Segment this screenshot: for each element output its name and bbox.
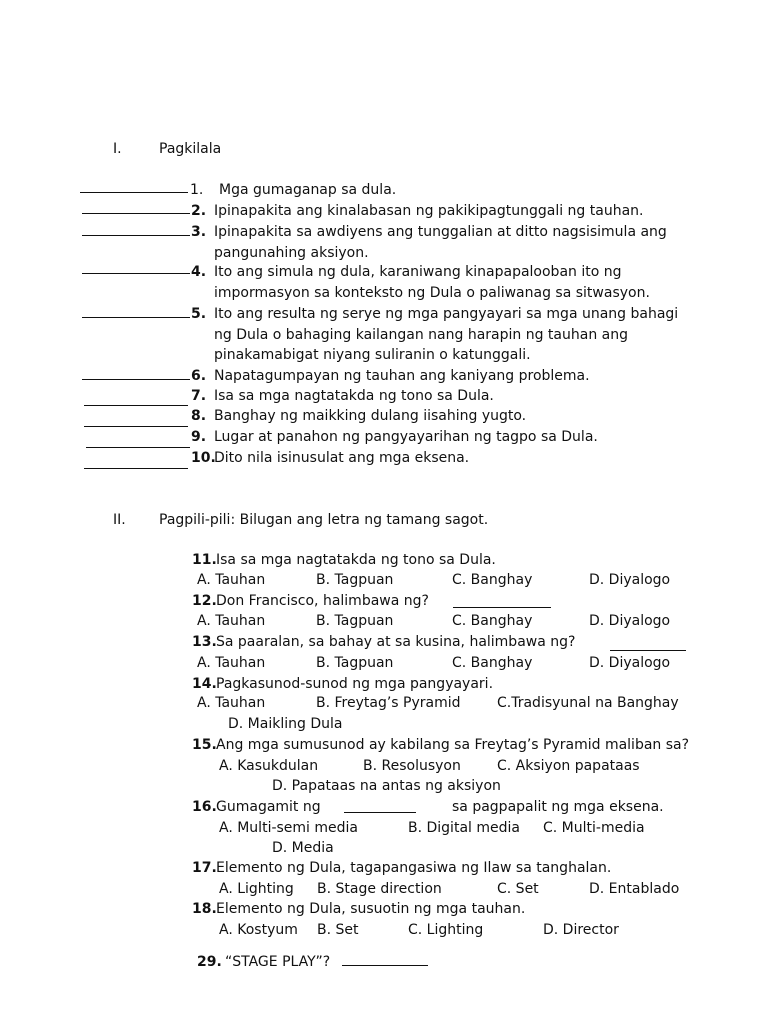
item-number: 17. — [192, 860, 217, 876]
item-number: 9. — [191, 429, 207, 445]
answer-blank-8[interactable] — [84, 426, 188, 427]
answer-blank-3[interactable] — [82, 235, 190, 236]
question-text: Gumagamit ng — [216, 799, 321, 815]
answer-blank-7[interactable] — [84, 405, 188, 406]
choice-b[interactable]: B. Freytag’s Pyramid — [316, 695, 461, 711]
question-text: Don Francisco, halimbawa ng? — [216, 593, 429, 609]
item-text: Napatagumpayan ng tauhan ang kaniyang problema. — [214, 368, 590, 384]
choice-c[interactable]: C. Banghay — [452, 655, 533, 671]
choice-a[interactable]: A. Tauhan — [197, 613, 266, 629]
answer-blank-16[interactable] — [344, 812, 416, 813]
choice-a[interactable]: A. Kasukdulan — [219, 758, 319, 774]
item-text: Ipinapakita ang kinalabasan ng pakikipagtunggali ng tauhan. — [214, 203, 644, 219]
item-text: Ipinapakita sa awdiyens ang tunggalian at ditto nagsisimula ang — [214, 224, 667, 240]
choice-d[interactable]: D. Diyalogo — [589, 655, 671, 671]
item-text: Isa sa mga nagtatakda ng tono sa Dula. — [214, 388, 494, 404]
item-number: 29. — [197, 954, 222, 970]
question-text: “STAGE PLAY”? — [225, 954, 331, 970]
answer-blank-12[interactable] — [453, 607, 551, 608]
choice-b[interactable]: B. Tagpuan — [316, 655, 394, 671]
answer-blank-9[interactable] — [86, 447, 190, 448]
choice-b[interactable]: B. Tagpuan — [316, 572, 394, 588]
answer-blank-10[interactable] — [84, 468, 188, 469]
item-number: 5. — [191, 306, 207, 322]
choice-a[interactable]: A. Tauhan — [197, 695, 266, 711]
question-text: Elemento ng Dula, tagapangasiwa ng Ilaw sa tanghalan. — [216, 860, 612, 876]
choice-c[interactable]: C. Lighting — [408, 922, 484, 938]
question-text-cont: sa pagpapalit ng mga eksena. — [452, 799, 664, 815]
choice-c[interactable]: C. Banghay — [452, 613, 533, 629]
answer-blank-2[interactable] — [82, 213, 190, 214]
item-text: pangunahing aksiyon. — [214, 245, 369, 261]
choice-a[interactable]: A. Tauhan — [197, 655, 266, 671]
choice-b[interactable]: B. Tagpuan — [316, 613, 394, 629]
choice-c[interactable]: C. Set — [497, 881, 539, 897]
answer-blank-5[interactable] — [82, 317, 190, 318]
item-number: 2. — [191, 203, 207, 219]
item-text: Lugar at panahon ng pangyayarihan ng tagpo sa Dula. — [214, 429, 598, 445]
choice-d[interactable]: D. Papataas na antas ng aksiyon — [272, 778, 501, 794]
question-text: Sa paaralan, sa bahay at sa kusina, halimbawa ng? — [216, 634, 576, 650]
choice-c[interactable]: C. Multi-media — [543, 820, 645, 836]
item-number: 12. — [192, 593, 217, 609]
item-number: 14. — [192, 676, 217, 692]
choice-a[interactable]: A. Tauhan — [197, 572, 266, 588]
choice-c[interactable]: C.Tradisyunal na Banghay — [497, 695, 679, 711]
item-number: 10. — [191, 450, 216, 466]
section-1-numeral: I. — [113, 141, 122, 157]
choice-a[interactable]: A. Kostyum — [219, 922, 298, 938]
item-number: 15. — [192, 737, 217, 753]
choice-d[interactable]: D. Entablado — [589, 881, 680, 897]
item-number: 6. — [191, 368, 207, 384]
choice-c[interactable]: C. Aksiyon papataas — [497, 758, 640, 774]
section-2-title: Pagpili-pili: Bilugan ang letra ng tamang sagot. — [159, 512, 489, 528]
choice-a[interactable]: A. Multi-semi media — [219, 820, 358, 836]
item-number: 16. — [192, 799, 217, 815]
answer-blank-4[interactable] — [82, 273, 190, 274]
choice-c[interactable]: C. Banghay — [452, 572, 533, 588]
choice-b[interactable]: B. Set — [317, 922, 359, 938]
item-number: 1. — [190, 182, 204, 198]
answer-blank-13[interactable] — [610, 650, 686, 651]
item-number: 7. — [191, 388, 207, 404]
choice-b[interactable]: B. Digital media — [408, 820, 520, 836]
question-text: Isa sa mga nagtatakda ng tono sa Dula. — [216, 552, 496, 568]
question-text: Elemento ng Dula, susuotin ng mga tauhan. — [216, 901, 526, 917]
item-number: 8. — [191, 408, 207, 424]
choice-d[interactable]: D. Media — [272, 840, 334, 856]
item-text: Mga gumaganap sa dula. — [219, 182, 397, 198]
item-text: impormasyon sa konteksto ng Dula o paliwanag sa sitwasyon. — [214, 285, 650, 301]
choice-d[interactable]: D. Director — [543, 922, 619, 938]
item-text: pinakamabigat niyang suliranin o katunggali. — [214, 347, 531, 363]
answer-blank-29[interactable] — [342, 965, 428, 966]
question-text: Pagkasunod-sunod ng mga pangyayari. — [216, 676, 494, 692]
item-number: 11. — [192, 552, 217, 568]
choice-a[interactable]: A. Lighting — [219, 881, 294, 897]
section-2-numeral: II. — [113, 512, 126, 528]
item-number: 13. — [192, 634, 217, 650]
choice-b[interactable]: B. Stage direction — [317, 881, 442, 897]
choice-d[interactable]: D. Diyalogo — [589, 572, 671, 588]
item-number: 18. — [192, 901, 217, 917]
choice-b[interactable]: B. Resolusyon — [363, 758, 461, 774]
choice-d[interactable]: D. Diyalogo — [589, 613, 671, 629]
answer-blank-6[interactable] — [82, 379, 190, 380]
answer-blank-1[interactable] — [80, 192, 188, 193]
item-number: 3. — [191, 224, 207, 240]
question-text: Ang mga sumusunod ay kabilang sa Freytag’s Pyramid maliban sa? — [216, 737, 690, 753]
item-text: Banghay ng maikking dulang iisahing yugto. — [214, 408, 527, 424]
item-text: Dito nila isinusulat ang mga eksena. — [214, 450, 470, 466]
item-text: ng Dula o bahaging kailangan nang harapin ng tauhan ang — [214, 327, 628, 343]
item-number: 4. — [191, 264, 207, 280]
item-text: Ito ang simula ng dula, karaniwang kinapapalooban ito ng — [214, 264, 622, 280]
section-1-title: Pagkilala — [159, 141, 222, 157]
item-text: Ito ang resulta ng serye ng mga pangyayari sa mga unang bahagi — [214, 306, 679, 322]
choice-d[interactable]: D. Maikling Dula — [228, 716, 343, 732]
